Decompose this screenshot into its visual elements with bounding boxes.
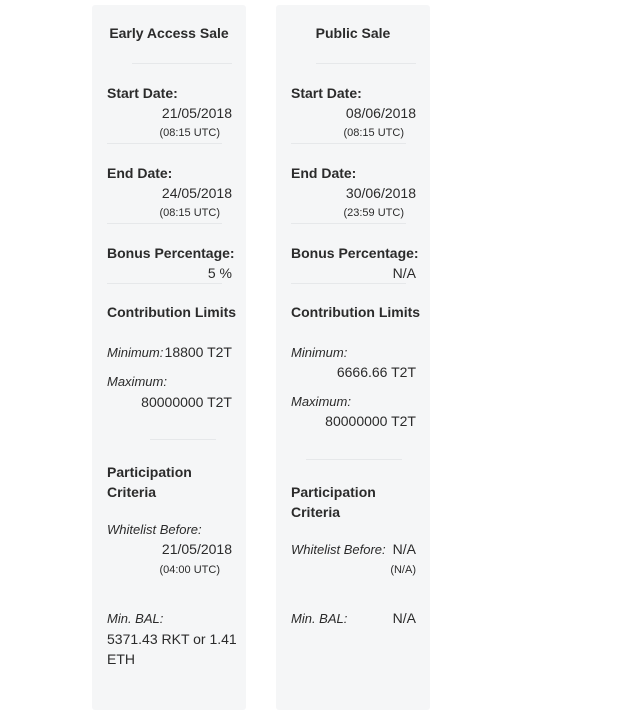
contribution-limits-label: Contribution Limits [107,304,237,320]
divider [107,223,222,224]
early-access-sale-card [92,5,246,710]
start-date-label: Start Date: [291,85,362,101]
contribution-limits-label: Contribution Limits [291,304,421,320]
start-date-value: 21/05/2018 [161,105,232,121]
divider [306,459,402,460]
whitelist-before-time: (04:00 UTC) [159,564,220,576]
divider [107,283,222,284]
bonus-percentage-value: N/A [392,265,416,281]
end-time-value: (23:59 UTC) [343,207,404,219]
maximum-label: Maximum: [291,394,351,409]
divider [150,439,216,440]
card-title: Public Sale [315,25,391,41]
start-date-label: Start Date: [107,85,178,101]
min-bal-label: Min. BAL: [107,611,164,626]
min-bal-label: Min. BAL: [291,611,348,626]
divider [291,143,406,144]
divider [316,63,416,64]
divider [291,223,406,224]
whitelist-before-label: Whitelist Before: [291,542,386,557]
card-title: Early Access Sale [109,25,229,41]
end-time-value: (08:15 UTC) [159,207,220,219]
start-time-value: (08:15 UTC) [159,127,220,139]
whitelist-before-sub: (N/A) [390,564,416,576]
end-date-label: End Date: [107,165,173,181]
whitelist-before-label: Whitelist Before: [107,522,202,537]
minimum-label: Minimum: [107,345,164,360]
participation-criteria-label: Participation Criteria [291,484,376,520]
min-bal-value: N/A [392,610,416,626]
start-time-value: (08:15 UTC) [343,127,404,139]
whitelist-before-value: N/A [392,541,416,557]
minimum-value: 18800 T2T [164,344,232,360]
min-bal-value: 5371.43 RKT or 1.41 ETH [107,631,237,667]
maximum-label: Maximum: [107,374,167,389]
start-date-value: 08/06/2018 [345,105,416,121]
divider [107,143,222,144]
whitelist-before-date: 21/05/2018 [161,541,232,557]
divider [132,63,232,64]
maximum-value: 80000000 T2T [325,413,416,429]
minimum-label: Minimum: [291,345,348,360]
end-date-value: 24/05/2018 [161,185,232,201]
maximum-value: 80000000 T2T [141,394,232,410]
bonus-percentage-label: Bonus Percentage: [107,245,235,261]
public-sale-card [276,5,430,710]
bonus-percentage-label: Bonus Percentage: [291,245,419,261]
bonus-percentage-value: 5 % [207,265,232,281]
divider [291,283,406,284]
end-date-value: 30/06/2018 [345,185,416,201]
minimum-value: 6666.66 T2T [336,364,416,380]
participation-criteria-label: Participation Criteria [107,464,192,500]
end-date-label: End Date: [291,165,357,181]
